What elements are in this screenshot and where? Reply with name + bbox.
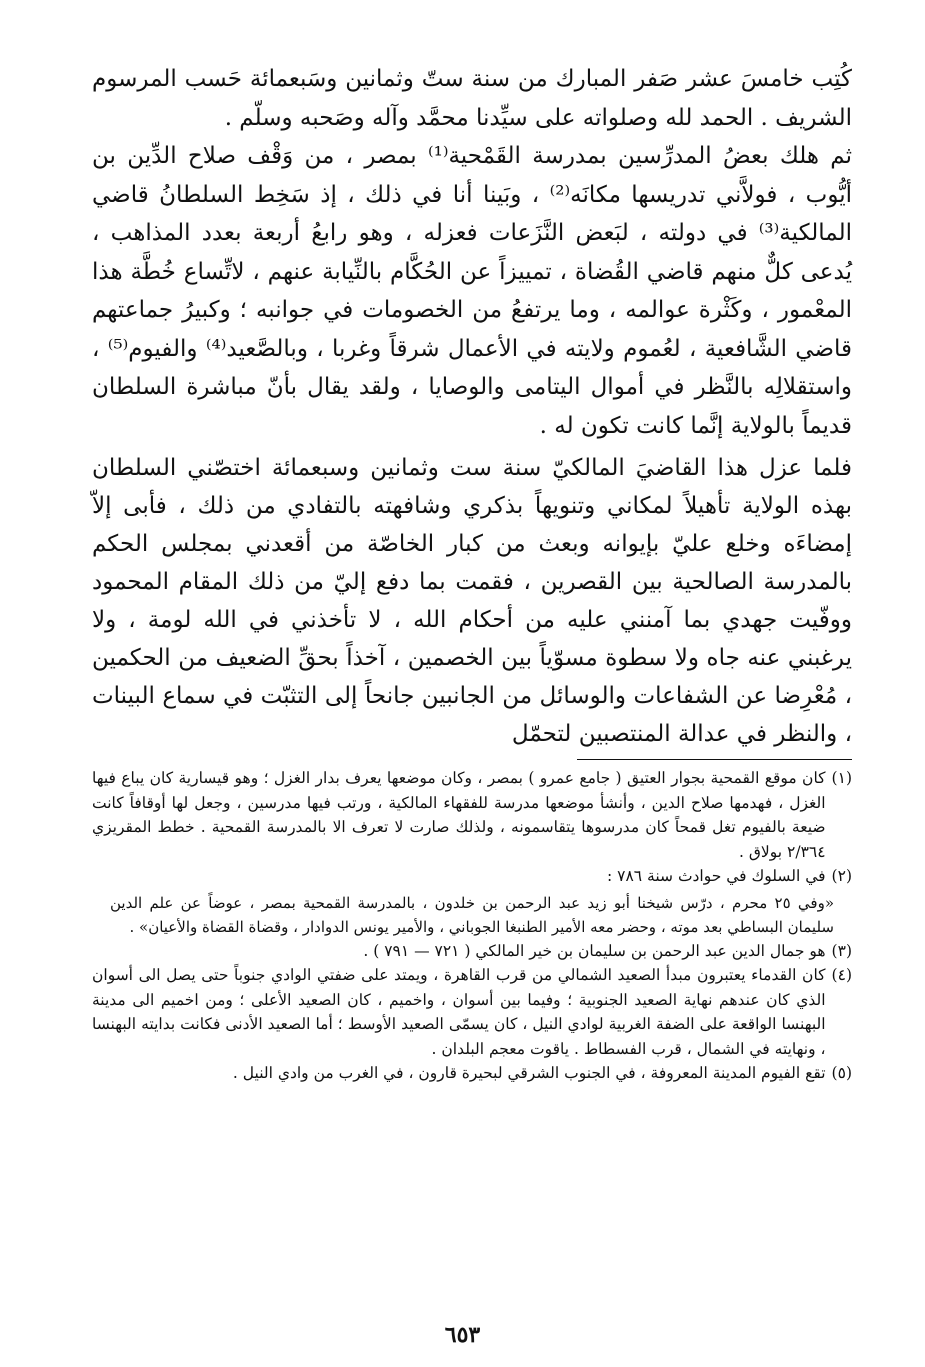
footnote-3 xyxy=(92,939,852,964)
footnote-text: هو جمال الدين عبد الرحمن بن سليمان بن خير المالكي ( ٧٢١ — ٧٩١ ) . xyxy=(363,941,826,960)
footnote-text: كان موقع القمحية بجوار العتيق ( جامع عمرو ) بمصر ، وكان موضعها يعرف بدار الغزل ؛ وهو قيسارية كان يباع فيها الغزل ، فهدمها صلاح الدين ، وأنشأ موضعها مدرسة للفقهاء المالكية ، ورتب فيها مدرسين ، وجعل لها أوقافاً كانت ضيعة بالفيوم تغل قمحاً كان مدرسوها يتقاسمونه ، ولذلك صارت لا تعرف الا بالمدرسة القمحية . خطط المقريزي ٢/٣٦٤ بولاق . xyxy=(92,769,826,861)
footnote-number: (٣) xyxy=(831,941,852,960)
footnote-text: كان القدماء يعتبرون مبدأ الصعيد الشمالي من قرب القاهرة ، ويمتد على ضفتي الوادي جنوباً حتى يصل الى أسوان الذي كان عندهم نهاية الصعيد الجنوبية ؛ وفيما بين أسوان ، واخميم ، كان الصعيد الأعلى ؛ ومن اخميم الى مدينة البهنسا الواقعة على الضفة الغربية لوادي النيل ، كان يسمّى الصعيد الأوسط ؛ أما الصعيد الأدنى فكانت بدايته البهنسا ، ونهايته في الشمال ، قرب الفسطاط . ياقوت معجم البلدان . xyxy=(92,966,826,1058)
footnote-text: في السلوك في حوادث سنة ٧٨٦ : xyxy=(606,867,826,885)
paragraph-2: ثم هلك بعضُ المدرِّسين بمدرسة القَمْحية⁽¹⁾ بمصر ، من وَقْف صلاح الدِّين بن أيُّوب ، فولاَّني تدريسها مكانَه⁽²⁾ ، وبَينا أنا في ذلك ، إذ سَخِط السلطانُ قاضي المالكية⁽³⁾ في دولته ، لبَعض النَّزَعات فعزله ، وهو رابعُ أربعة بعدد المذاهب ، يُدعى كلٌّ منهم قاضي القُضاة ، تمييزاً عن الحُكَّام بالنِّيابة عنهم ، لاتِّساع خُطَّة هذا المعْمور ، وكَثْرة عوالمه ، وما يرتفعُ من الخصومات في جوانبه ؛ وكبيرُ جماعتهم قاضي الشَّافعية ، لعُموم ولايته في الأعمال شرقاً وغربا ، وبالصَّعيد⁽⁴⁾ والفيوم⁽⁵⁾ ، واستقلالِه بالنَّظر في أموال اليتامى والوصايا ، ولقد يقال بأنّ مباشرة السلطان قديماً بالولاية إنَّما كانت تكون له . xyxy=(92,143,853,439)
main-text xyxy=(92,60,852,753)
footnote-number: (٢) xyxy=(831,867,852,885)
footnote-2-quote: «وفي ٢٥ محرم ، درّس شيخنا أبو زيد عبد الرحمن بن خلدون ، بالمدرسة القمحية بمصر ، عوضاً عن علم الدين سليمان البساطي بعد موته ، وحضر معه الأمير الطنبغا الجوباني ، والأمير يونس الدوادار ، وقضاة القضاة والأعيان» . xyxy=(110,893,834,936)
footnote-4 xyxy=(92,963,852,1061)
footnote-2 xyxy=(92,864,852,889)
footnote-number: (٥) xyxy=(831,1064,852,1082)
document-page xyxy=(92,60,852,1086)
footnote-text: تقع الفيوم المدينة المعروفة ، في الجنوب الشرقي لبحيرة قارون ، في الغرب من وادي النيل . xyxy=(232,1064,826,1082)
footnote-number: (١) xyxy=(831,769,852,787)
footnote-number: (٤) xyxy=(831,966,852,984)
footnote-1 xyxy=(92,766,852,864)
paragraph-1: كُتِب خامسَ عشر صَفر المبارك من سنة ستّ وثمانين وسَبعمائة حَسب المرسوم الشريف . الحمد لله وصلواته على سيِّدنا محمَّد وآله وصَحبه وسلّم . xyxy=(92,66,852,131)
paragraph-3: فلما عزل هذا القاضيَ المالكيّ سنة ست وثمانين وسبعمائة اختصّني السلطان بهذه الولاية تأهيلاً لمكاني وتنويهاً بذكري وشافهته بالتفادي من ذلك ، فأبى إلاّ إمضاءَه وخلع عليّ بإيوانه وبعث من كبار الخاصّة من أقعدني بمجلس الحكم بالمدرسة الصالحية بين القصرين ، فقمت بما دفع إليّ من ذلك المقام المحمود ووفّيت جهدي بما آمنني عليه من أحكام الله ، لا تأخذني في الله لومة ، ولا يرغبني عنه جاه ولا سطوة مسوّياً بين الخصمين ، آخذاً بحقِّ الضعيف من الحكمين ، مُعْرِضا عن الشفاعات والوسائل من الجانبين جانحاً إلى التثبّت في سماع البينات ، والنظر في عدالة المنتصبين لتحمّل xyxy=(92,455,852,747)
page-number: ٦٥٣ xyxy=(444,1322,481,1348)
footnote-divider xyxy=(577,759,852,760)
footnote-5 xyxy=(92,1061,852,1086)
footnotes xyxy=(92,766,852,1086)
